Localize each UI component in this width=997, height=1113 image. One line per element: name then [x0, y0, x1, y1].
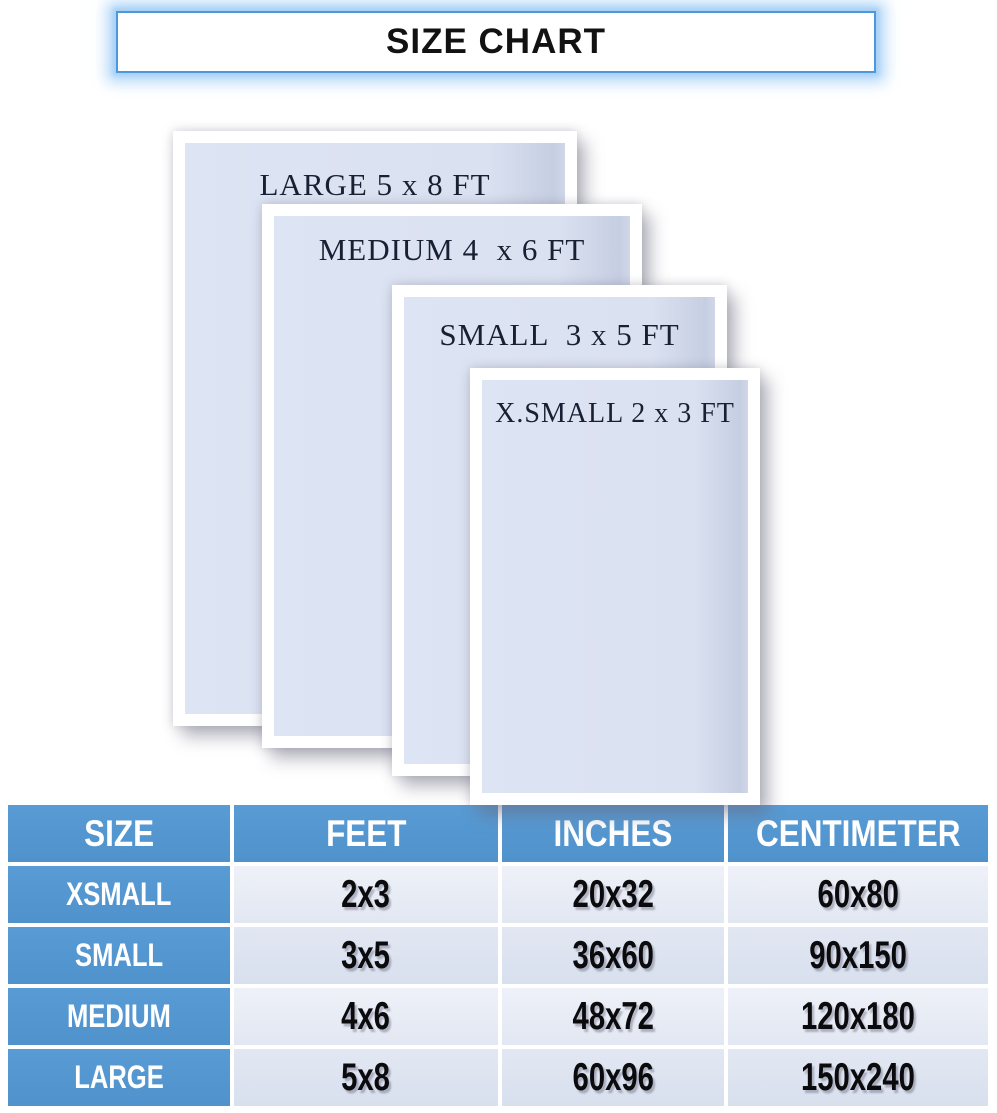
value-large-centimeter: 150x240 [801, 1055, 915, 1099]
value-large-feet: 5x8 [341, 1055, 391, 1099]
row-label-cell-xsmall [8, 866, 230, 923]
size-chart-banner [116, 11, 876, 73]
cell-xsmall-inches [502, 866, 724, 923]
row-label-cell-medium [8, 988, 230, 1045]
cell-xsmall-feet [234, 866, 498, 923]
value-xsmall-centimeter: 60x80 [817, 872, 899, 916]
cell-medium-centimeter [728, 988, 988, 1045]
value-small-centimeter: 90x150 [809, 933, 907, 977]
rug-label-small: SMALL 3 x 5 FT [439, 317, 680, 352]
value-large-inches: 60x96 [572, 1055, 654, 1099]
header-label-centimeter: CENTIMETER [755, 812, 961, 854]
page-title: SIZE CHART [386, 22, 606, 61]
header-cell-inches [502, 805, 724, 862]
row-label-medium: MEDIUM [67, 998, 171, 1034]
value-xsmall-feet: 2x3 [341, 872, 391, 916]
cell-small-centimeter [728, 927, 988, 984]
cell-medium-inches [502, 988, 724, 1045]
row-label-cell-small [8, 927, 230, 984]
rug-rect-xsmall [470, 368, 760, 805]
rug-label-medium: MEDIUM 4 x 6 FT [318, 232, 586, 267]
size-table [8, 805, 988, 1106]
row-label-large: LARGE [74, 1059, 164, 1095]
header-label-size: SIZE [84, 812, 154, 854]
rug-label-large: LARGE 5 x 8 FT [259, 167, 491, 202]
value-medium-centimeter: 120x180 [801, 994, 915, 1038]
row-label-small: SMALL [74, 937, 164, 973]
cell-large-feet [234, 1049, 498, 1106]
rug-fill-xsmall [482, 380, 748, 793]
value-small-inches: 36x60 [572, 933, 654, 977]
cell-small-inches [502, 927, 724, 984]
cell-small-feet [234, 927, 498, 984]
cell-large-centimeter [728, 1049, 988, 1106]
header-label-inches: INCHES [553, 812, 673, 854]
cell-xsmall-centimeter [728, 866, 988, 923]
row-label-cell-large [8, 1049, 230, 1106]
header-cell-centimeter [728, 805, 988, 862]
cell-large-inches [502, 1049, 724, 1106]
value-medium-feet: 4x6 [341, 994, 391, 1038]
value-small-feet: 3x5 [341, 933, 391, 977]
rug-label-xsmall: X.SMALL 2 x 3 FT [495, 398, 735, 429]
header-cell-feet [234, 805, 498, 862]
value-xsmall-inches: 20x32 [572, 872, 654, 916]
header-label-feet: FEET [325, 812, 407, 854]
value-medium-inches: 48x72 [572, 994, 654, 1038]
header-cell-size [8, 805, 230, 862]
row-label-xsmall: XSMALL [66, 876, 172, 912]
cell-medium-feet [234, 988, 498, 1045]
